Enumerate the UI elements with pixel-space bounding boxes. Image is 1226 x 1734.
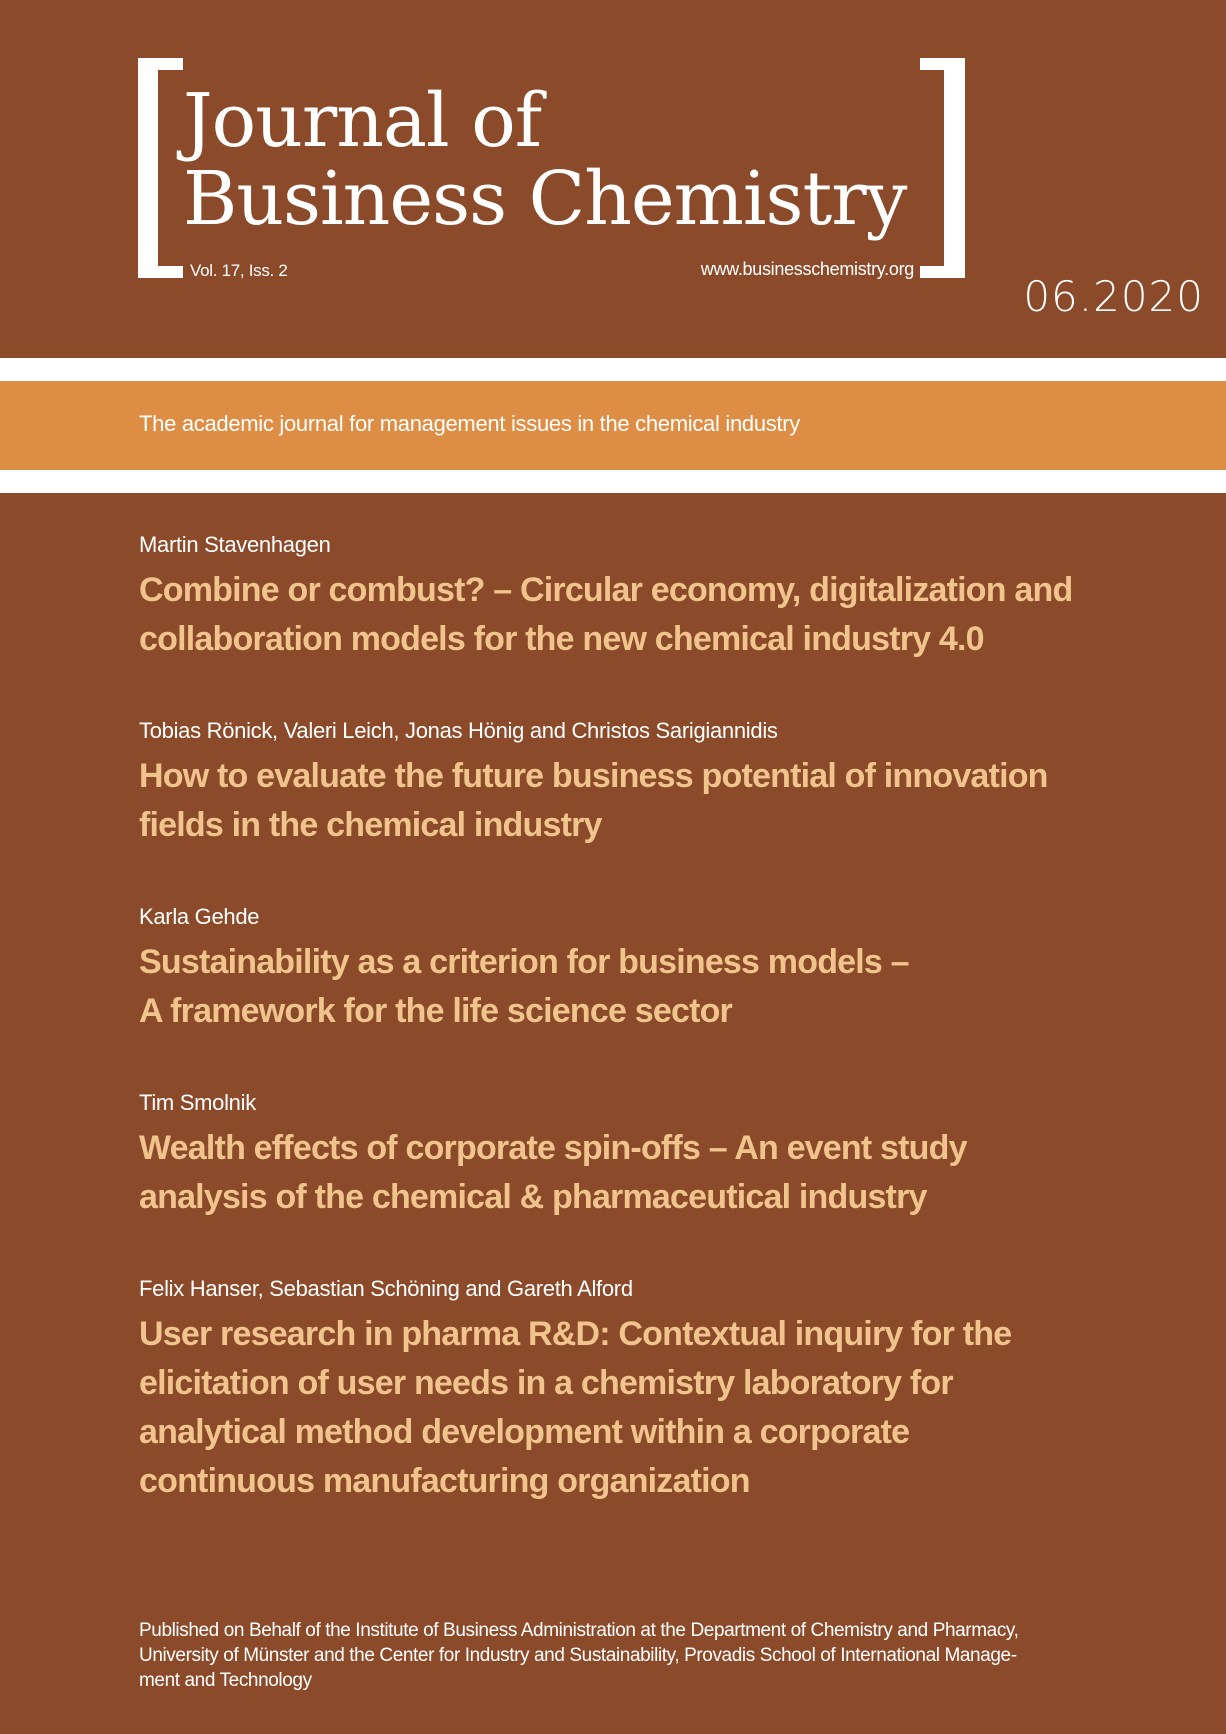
website-link[interactable]: www.businesschemistry.org — [700, 259, 914, 279]
issue-date: 06.2020 — [1023, 272, 1204, 321]
article-title — [139, 752, 1139, 850]
publisher-note-line: ment and Technology — [139, 1670, 312, 1691]
article-title-line: A framework for the life science sector — [139, 992, 732, 1030]
article-item[interactable] — [139, 1274, 1139, 1506]
article-authors: Tobias Rönick, Valeri Leich, Jonas Hönig and Christos Sarigiannidis — [139, 718, 778, 743]
volume-issue: Vol. 17, Iss. 2 — [190, 261, 288, 280]
article-title-line: collaboration models for the new chemical industry 4.0 — [139, 620, 984, 658]
article-title-line: Sustainability as a criterion for business models – — [139, 943, 909, 981]
article-title — [139, 1124, 1139, 1222]
article-title — [139, 566, 1139, 664]
article-title-line: Combine or combust? – Circular economy, digitalization and — [139, 571, 1073, 609]
article-list — [139, 530, 1139, 1558]
article-title — [139, 938, 1139, 1036]
journal-title-line-2: Business Chemistry — [183, 156, 907, 242]
article-item[interactable] — [139, 902, 1139, 1036]
publisher-note-line: University of Münster and the Center for Industry and Sustainability, Provadis School of International Manage- — [139, 1645, 1017, 1666]
tagline: The academic journal for management issues in the chemical industry — [139, 411, 801, 436]
article-title-line: User research in pharma R&D: Contextual inquiry for the — [139, 1315, 1012, 1353]
article-item[interactable] — [139, 1088, 1139, 1222]
article-authors: Tim Smolnik — [139, 1090, 256, 1115]
journal-title-line-1: Journal of — [183, 78, 542, 164]
tagline-band — [0, 381, 1226, 470]
left-bracket-icon — [138, 58, 183, 278]
article-item[interactable] — [139, 530, 1139, 664]
article-authors: Karla Gehde — [139, 904, 260, 929]
article-title — [139, 1310, 1139, 1506]
article-title-line: Wealth effects of corporate spin-offs – An event study — [139, 1129, 967, 1167]
article-authors: Martin Stavenhagen — [139, 532, 331, 557]
divider-band-bottom — [0, 470, 1226, 493]
publisher-note — [139, 1618, 1139, 1693]
journal-title — [183, 78, 907, 242]
article-title-line: How to evaluate the future business potential of innovation — [139, 757, 1048, 795]
article-title-line: analytical method development within a corporate — [139, 1413, 910, 1451]
article-title-line: continuous manufacturing organization — [139, 1462, 750, 1500]
article-item[interactable] — [139, 716, 1139, 850]
article-title-line: analysis of the chemical & pharmaceutical industry — [139, 1178, 927, 1216]
article-authors: Felix Hanser, Sebastian Schöning and Gareth Alford — [139, 1276, 633, 1301]
publisher-note-line: Published on Behalf of the Institute of Business Administration at the Department of Chemistry and Pharmacy, — [139, 1620, 1019, 1641]
divider-band-top — [0, 358, 1226, 381]
cover-header — [0, 0, 1226, 358]
article-title-line: fields in the chemical industry — [139, 806, 602, 844]
right-bracket-icon — [920, 58, 965, 278]
article-title-line: elicitation of user needs in a chemistry laboratory for — [139, 1364, 953, 1402]
